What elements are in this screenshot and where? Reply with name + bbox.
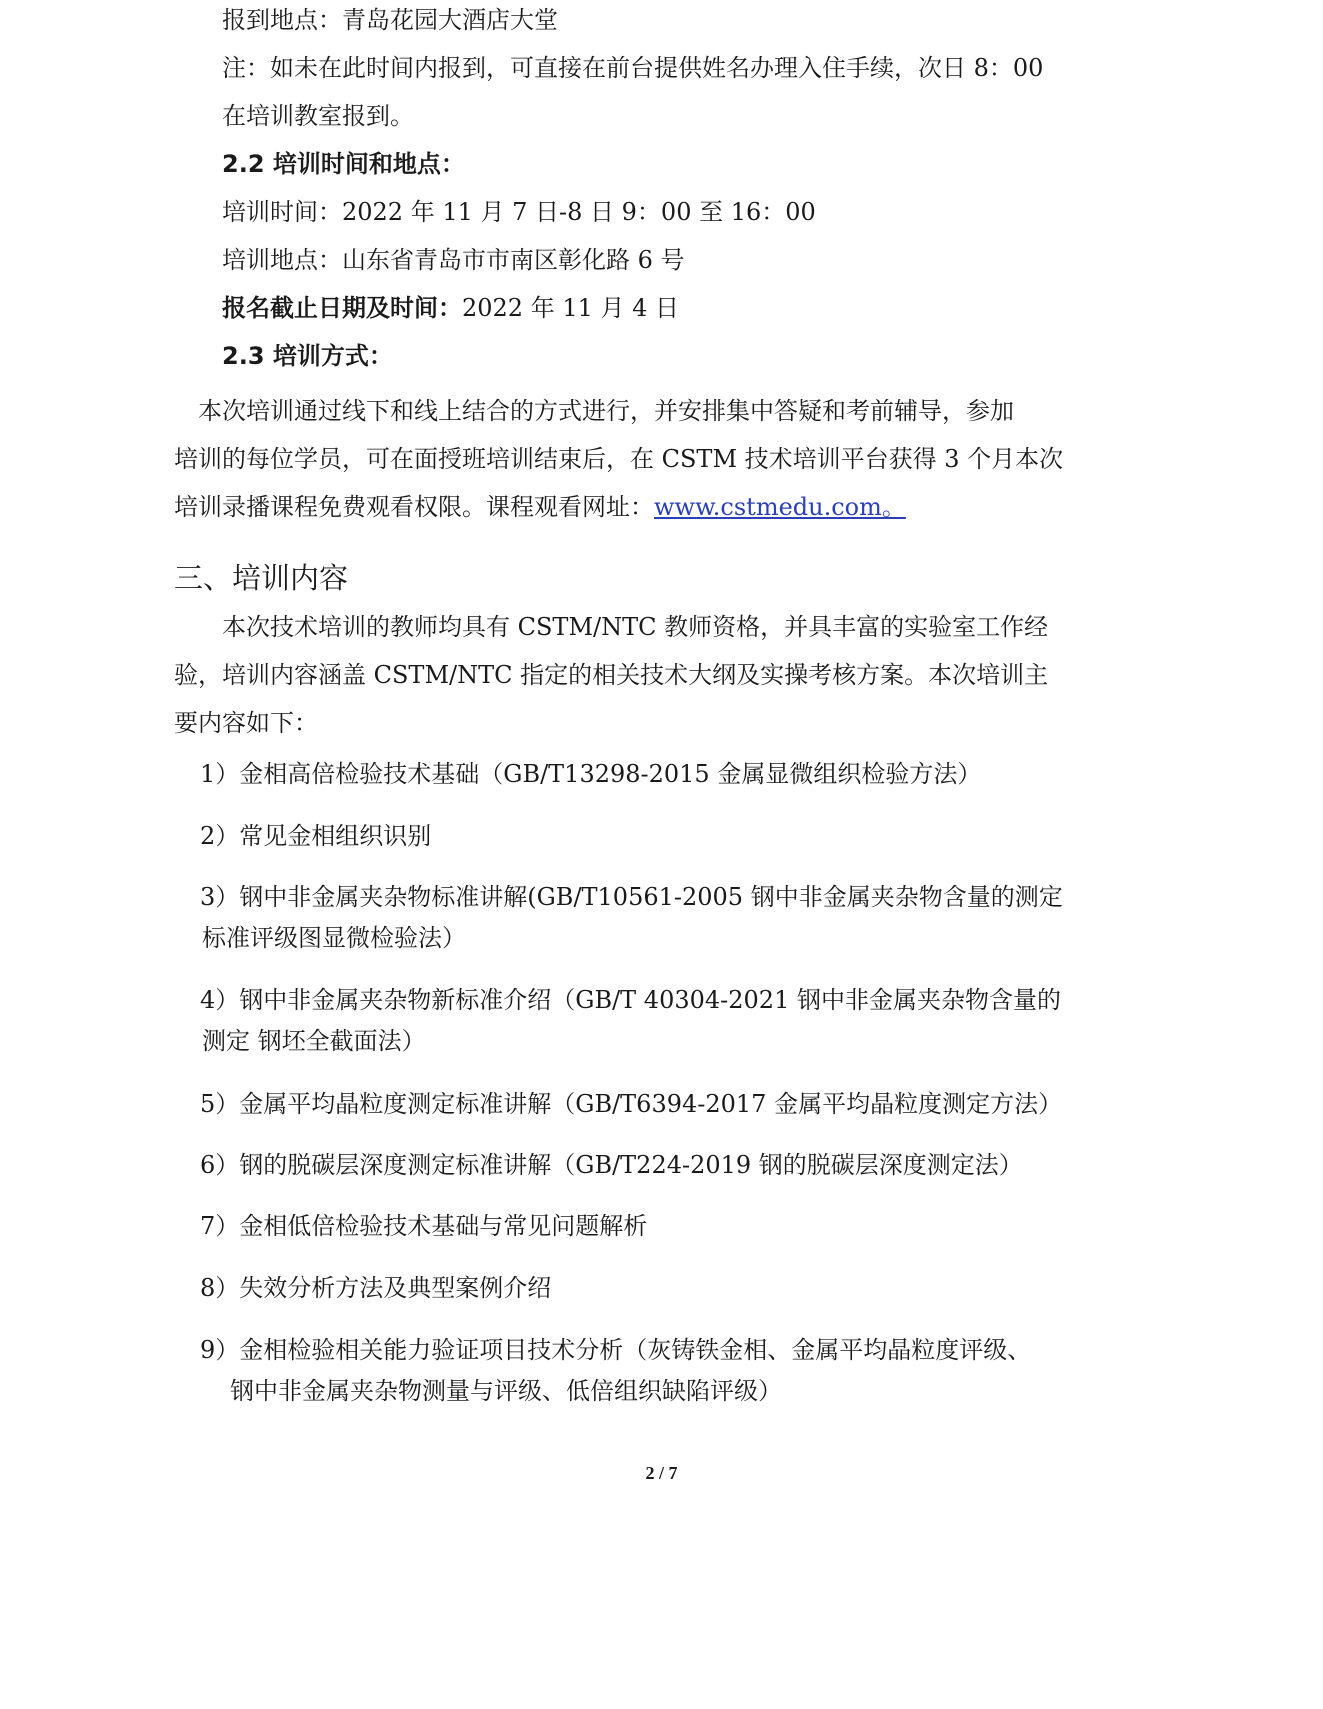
method-para-line3 — [174, 489, 906, 525]
content-item-4-cont: 测定 钢坯全截面法） — [202, 1027, 426, 1055]
method-para-line3-text: 培训录播课程免费观看权限。课程观看网址： — [174, 493, 654, 521]
content-item-7: 7）金相低倍检验技术基础与常见问题解析 — [200, 1212, 648, 1240]
section-3-heading: 三、培训内容 — [174, 561, 349, 595]
content-item-9-cont: 钢中非金属夹杂物测量与评级、低倍组织缺陷评级） — [230, 1377, 782, 1405]
content-item-3-cont: 标准评级图显微检验法） — [202, 924, 466, 952]
section-3-intro-line1: 本次技术培训的教师均具有 CSTM/NTC 教师资格，并具丰富的实验室工作经 — [222, 613, 1049, 641]
method-para-line2: 培训的每位学员，可在面授班培训结束后，在 CSTM 技术培训平台获得 3 个月本次 — [174, 445, 1064, 473]
deadline-value: 2022 年 11 月 4 日 — [462, 294, 680, 322]
content-item-1: 1）金相高倍检验技术基础（GB/T13298-2015 金属显微组织检验方法） — [200, 760, 982, 788]
section-2-2-heading: 2.2 培训时间和地点： — [222, 150, 465, 178]
content-item-8: 8）失效分析方法及典型案例介绍 — [200, 1274, 552, 1302]
content-item-3: 3）钢中非金属夹杂物标准讲解(GB/T10561-2005 钢中非金属夹杂物含量的测定 — [200, 883, 1063, 911]
content-item-6: 6）钢的脱碳层深度测定标准讲解（GB/T224-2019 钢的脱碳层深度测定法） — [200, 1151, 1023, 1179]
page-number: 2 / 7 — [645, 1463, 678, 1483]
content-item-2: 2）常见金相组织识别 — [200, 822, 432, 850]
section-2-3-heading: 2.3 培训方式： — [222, 342, 393, 370]
checkin-note-line2: 在培训教室报到。 — [222, 102, 414, 130]
training-place: 培训地点：山东省青岛市市南区彰化路 6 号 — [222, 246, 685, 274]
content-item-9: 9）金相检验相关能力验证项目技术分析（灰铸铁金相、金属平均晶粒度评级、 — [200, 1336, 1032, 1364]
checkin-location: 报到地点：青岛花园大酒店大堂 — [222, 6, 558, 34]
content-item-4: 4）钢中非金属夹杂物新标准介绍（GB/T 40304-2021 钢中非金属夹杂物含量的 — [200, 986, 1061, 1014]
checkin-note-line1: 注：如未在此时间内报到，可直接在前台提供姓名办理入住手续，次日 8：00 — [222, 54, 1044, 82]
content-item-5: 5）金属平均晶粒度测定标准讲解（GB/T6394-2017 金属平均晶粒度测定方法） — [200, 1090, 1063, 1118]
training-time: 培训时间：2022 年 11 月 7 日-8 日 9：00 至 16：00 — [222, 198, 816, 226]
registration-deadline — [222, 290, 679, 326]
course-url-link[interactable]: www.cstmedu.com。 — [654, 493, 906, 521]
section-3-intro-line2: 验，培训内容涵盖 CSTM/NTC 指定的相关技术大纲及实操考核方案。本次培训主 — [174, 661, 1049, 689]
section-3-intro-line3: 要内容如下： — [174, 709, 318, 737]
deadline-label: 报名截止日期及时间： — [222, 294, 462, 322]
method-para-line1: 本次培训通过线下和线上结合的方式进行，并安排集中答疑和考前辅导，参加 — [198, 397, 1014, 425]
